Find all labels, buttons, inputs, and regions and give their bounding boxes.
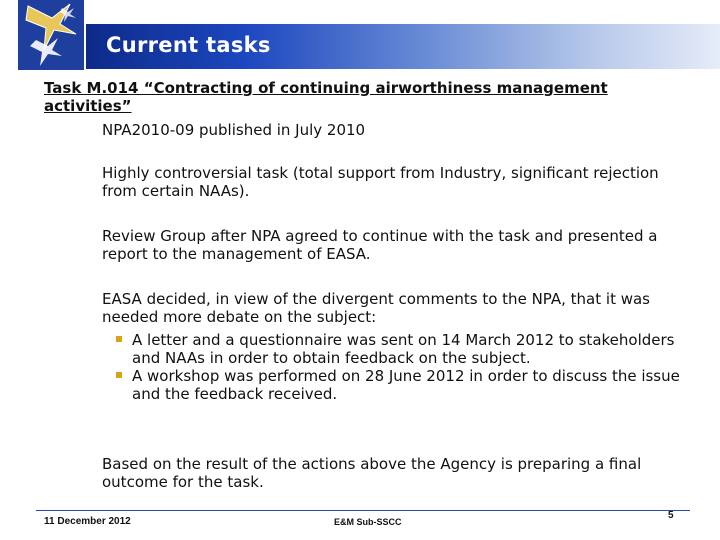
paragraph-npa-published: NPA2010-09 published in July 2010 xyxy=(102,121,366,139)
easa-logo xyxy=(18,0,84,70)
paragraph-outcome: Based on the result of the actions above the Agency is preparing a final outcome for the task. xyxy=(102,455,642,491)
bullet-item xyxy=(114,331,694,367)
footer-meeting: E&M Sub-SSCC xyxy=(334,517,402,527)
bullet-list xyxy=(114,331,694,403)
bullet-text: A letter and a questionnaire was sent on 14 March 2012 to stakeholders and NAAs in order to obtain feedback on the subject. xyxy=(132,331,675,367)
bullet-square-icon xyxy=(116,336,122,342)
paragraph-controversial: Highly controversial task (total support from Industry, significant rejection from certain NAAs). xyxy=(102,164,659,200)
bullet-square-icon xyxy=(116,372,122,378)
footer-divider xyxy=(36,510,690,511)
slide-title: Current tasks xyxy=(106,33,271,57)
bullet-item xyxy=(114,367,694,403)
title-bar xyxy=(86,24,720,69)
paragraph-easa-decided: EASA decided, in view of the divergent comments to the NPA, that it was needed more debate on the subject: xyxy=(102,290,650,326)
task-heading: Task M.014 “Contracting of continuing airworthiness management activities” xyxy=(44,79,608,115)
footer-date: 11 December 2012 xyxy=(44,516,131,527)
page-number: 5 xyxy=(668,510,674,521)
paragraph-review-group: Review Group after NPA agreed to continue with the task and presented a report to the management of EASA. xyxy=(102,227,658,263)
bullet-text: A workshop was performed on 28 June 2012 in order to discuss the issue and the feedback received. xyxy=(132,367,680,403)
